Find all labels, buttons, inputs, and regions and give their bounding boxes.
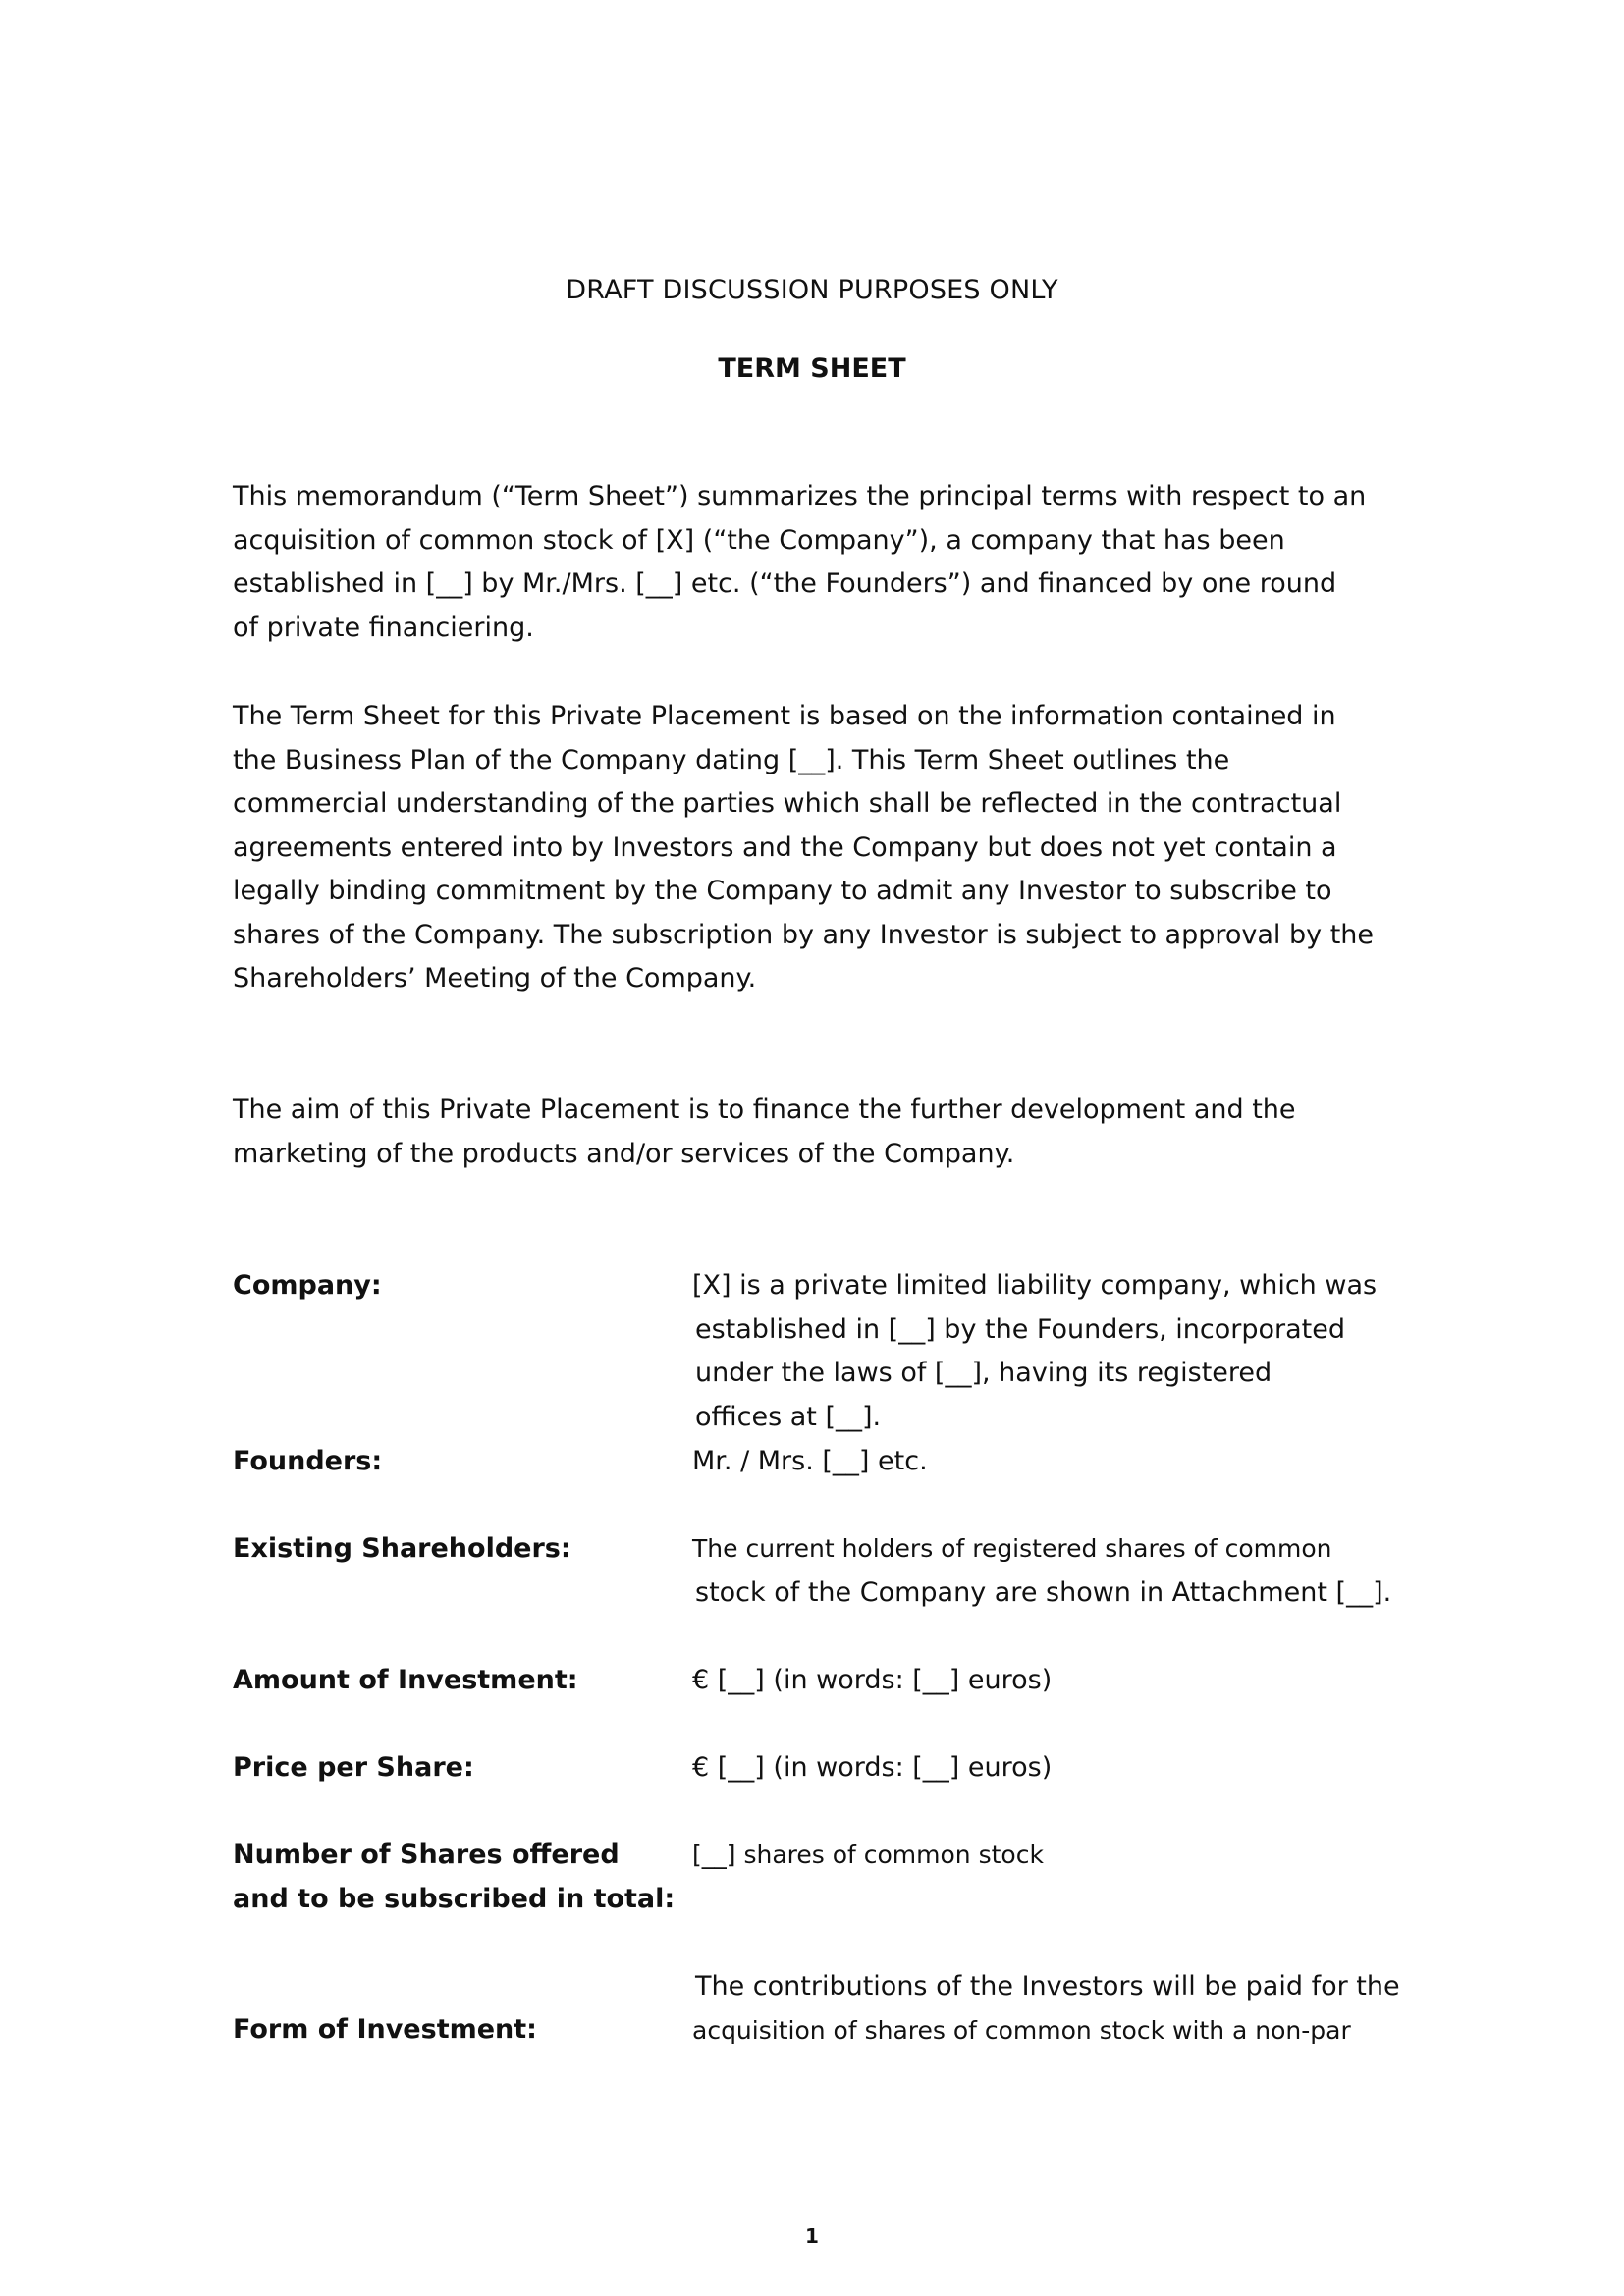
existing-shareholders-value bbox=[692, 1527, 1391, 1615]
existing-shareholders-label: Existing Shareholders: bbox=[233, 1533, 571, 1564]
paragraph-line: legally binding commitment by the Company to admit any Investor to subscribe to bbox=[233, 876, 1332, 906]
paragraph-line: marketing of the products and/or services of the Company. bbox=[233, 1138, 1015, 1169]
form-of-investment-value bbox=[692, 1965, 1400, 2053]
label-line: and to be subscribed in total: bbox=[233, 1883, 676, 1914]
value-line: Mr. / Mrs. [__] etc. bbox=[692, 1446, 928, 1476]
label-line: Number of Shares offered bbox=[233, 1840, 620, 1870]
page-number: 1 bbox=[805, 2224, 819, 2248]
paragraph-line: This memorandum (“Term Sheet”) summarizes the principal terms with respect to an bbox=[233, 481, 1367, 511]
paragraph-line: agreements entered into by Investors and the Company but does not yet contain a bbox=[233, 831, 1337, 863]
value-line: [X] is a private limited liability company, which was bbox=[692, 1270, 1378, 1301]
paragraph-line: acquisition of common stock of [X] (“the Company”), a company that has been bbox=[233, 524, 1285, 556]
form-of-investment-label: Form of Investment: bbox=[233, 2014, 537, 2045]
company-value bbox=[692, 1264, 1377, 1439]
paragraph-line: established in [__] by Mr./Mrs. [__] etc. (“the Founders”) and financed by one round bbox=[233, 568, 1337, 599]
value-line: acquisition of shares of common stock with a non-par bbox=[692, 2015, 1351, 2045]
number-of-shares-label bbox=[233, 1834, 675, 1921]
amount-of-investment-label: Amount of Investment: bbox=[233, 1665, 578, 1695]
paragraph-line: of private financiering. bbox=[233, 612, 534, 643]
value-line: € [__] (in words: [__] euros) bbox=[692, 1752, 1053, 1783]
paragraph-line: The aim of this Private Placement is to finance the further development and the bbox=[233, 1095, 1296, 1125]
company-label: Company: bbox=[233, 1270, 382, 1301]
founders-value bbox=[692, 1440, 928, 1484]
document-title: TERM SHEET bbox=[718, 353, 906, 384]
price-per-share-value bbox=[692, 1746, 1052, 1790]
paragraph-line: the Business Plan of the Company dating [__]. This Term Sheet outlines the bbox=[233, 744, 1230, 775]
founders-label: Founders: bbox=[233, 1446, 383, 1476]
value-line: established in [__] by the Founders, incorporated bbox=[695, 1313, 1346, 1345]
paragraph-line: shares of the Company. The subscription by any Investor is subject to approval by the bbox=[233, 919, 1375, 950]
value-line: € [__] (in words: [__] euros) bbox=[692, 1665, 1053, 1695]
value-line: under the laws of [__], having its registered bbox=[695, 1358, 1272, 1388]
paragraph-line: Shareholders’ Meeting of the Company. bbox=[233, 963, 757, 993]
value-line: [__] shares of common stock bbox=[692, 1841, 1044, 1869]
paragraph-line: commercial understanding of the parties which shall be reflected in the contractual bbox=[233, 788, 1342, 819]
value-line: The contributions of the Investors will be paid for the bbox=[695, 1971, 1400, 2002]
intro-paragraph-3 bbox=[233, 1089, 1391, 1176]
paragraph-line: The Term Sheet for this Private Placement is based on the information contained in bbox=[233, 701, 1336, 731]
value-line: offices at [__]. bbox=[695, 1401, 882, 1432]
value-line: The current holders of registered shares of common bbox=[692, 1534, 1332, 1563]
draft-label: DRAFT DISCUSSION PURPOSES ONLY bbox=[566, 275, 1058, 305]
value-line: stock of the Company are shown in Attachment [__]. bbox=[695, 1576, 1392, 1608]
price-per-share-label: Price per Share: bbox=[233, 1752, 474, 1783]
intro-paragraph-1 bbox=[233, 475, 1391, 650]
amount-of-investment-value bbox=[692, 1659, 1052, 1703]
intro-paragraph-2 bbox=[233, 695, 1391, 1001]
number-of-shares-value bbox=[692, 1834, 1044, 1878]
